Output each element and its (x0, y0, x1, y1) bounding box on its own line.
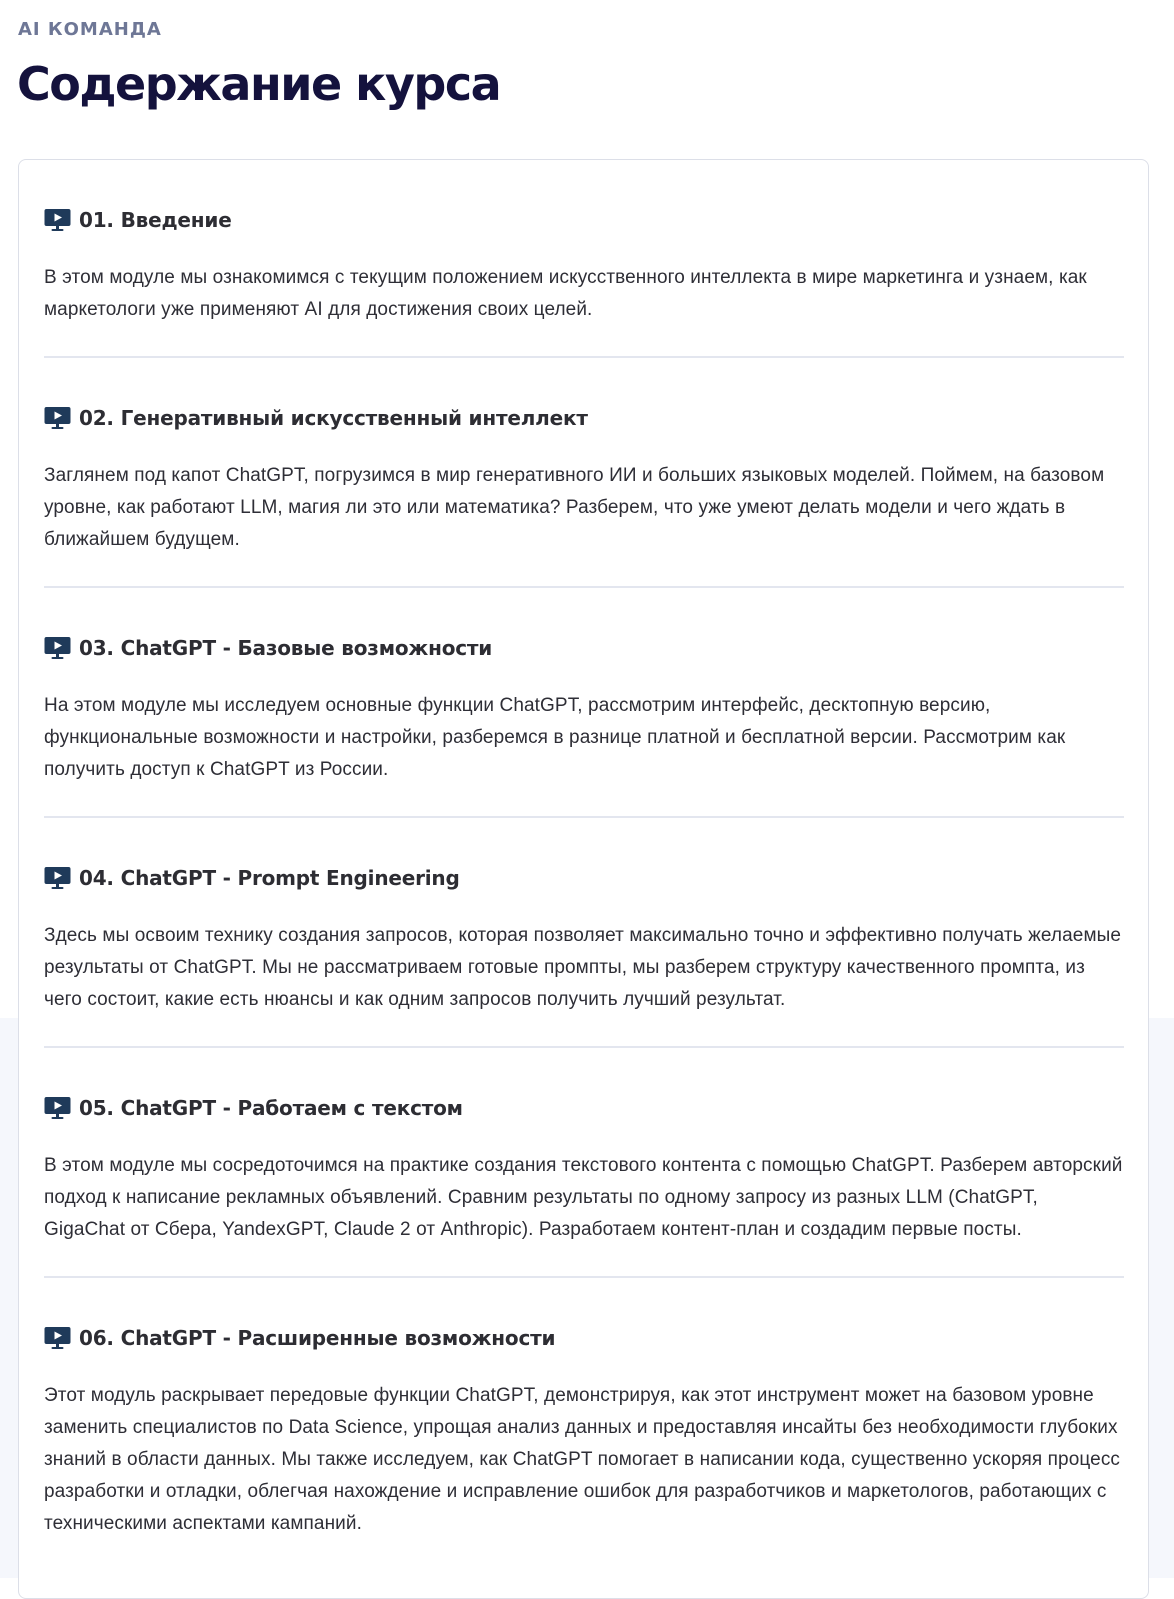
section-eyebrow: AI КОМАНДА (18, 19, 162, 40)
video-lesson-icon (44, 866, 71, 890)
module-item[interactable] (44, 588, 1124, 818)
module-description: В этом модуле мы сосредоточимся на практике создания текстового контента с помощью ChatGPT. Разберем авторский подход к написание рекламных объявлений. Сравним результаты по одному запросу из разных LLM (ChatGPT, GigaChat от Сбера, YandexGPT, Claude 2 от Anthropic). Разработаем контент-план и создадим первые посты. (44, 1155, 1123, 1240)
module-item[interactable] (44, 160, 1124, 358)
module-header[interactable] (44, 632, 1124, 664)
module-title: 01. Введение (79, 208, 232, 232)
module-description: Здесь мы освоим технику создания запросов, которая позволяет максимально точно и эффективно получать желаемые результаты от ChatGPT. Мы не рассматриваем готовые промпты, мы разберем структуру качественного промпта, из чего состоит, какие есть нюансы и как одним запросов получить лучший результат. (44, 925, 1122, 1010)
module-header[interactable] (44, 1092, 1124, 1124)
module-title: 02. Генеративный искусственный интеллект (79, 406, 588, 430)
module-description: Заглянем под капот ChatGPT, погрузимся в мир генеративного ИИ и больших языковых моделей. Поймем, на базовом уровне, как работают LLM, магия ли это или математика? Разберем, что уже умеют делать модели и чего ждать в ближайшем будущем. (44, 465, 1105, 550)
video-lesson-icon (44, 208, 71, 232)
course-contents-card (18, 159, 1149, 1599)
module-item[interactable] (44, 1278, 1124, 1570)
video-lesson-icon (44, 1096, 71, 1120)
module-title: 05. ChatGPT - Работаем с текстом (79, 1096, 463, 1120)
module-description: В этом модуле мы ознакомимся с текущим положением искусственного интеллекта в мире маркетинга и узнаем, как маркетологи уже применяют AI для достижения своих целей. (44, 267, 1087, 320)
module-description: Этот модуль раскрывает передовые функции ChatGPT, демонстрируя, как этот инструмент может на базовом уровне заменить специалистов по Data Science, упрощая анализ данных и предоставляя инсайты без необходимости глубоких знаний в области данных. Мы также исследуем, как ChatGPT помогает в написании кода, существенно ускоряя процесс разработки и отладки, облегчая нахождение и исправление ошибок для разработчиков и маркетологов, работающих с техническими аспектами кампаний. (44, 1385, 1121, 1534)
page-header (18, 16, 500, 112)
module-item[interactable] (44, 358, 1124, 588)
module-description: На этом модуле мы исследуем основные функции ChatGPT, рассмотрим интерфейс, десктопную версию, функциональные возможности и настройки, разберемся в разнице платной и бесплатной версии. Рассмотрим как получить доступ к ChatGPT из России. (44, 695, 1066, 780)
module-header[interactable] (44, 862, 1124, 894)
module-item[interactable] (44, 818, 1124, 1048)
video-lesson-icon (44, 406, 71, 430)
module-title: 06. ChatGPT - Расширенные возможности (79, 1326, 556, 1350)
page-title: Содержание курса (17, 57, 501, 111)
module-header[interactable] (44, 1322, 1124, 1354)
module-title: 03. ChatGPT - Базовые возможности (79, 636, 493, 660)
module-header[interactable] (44, 402, 1124, 434)
video-lesson-icon (44, 1326, 71, 1350)
video-lesson-icon (44, 636, 71, 660)
module-header[interactable] (44, 204, 1124, 236)
module-item[interactable] (44, 1048, 1124, 1278)
module-title: 04. ChatGPT - Prompt Engineering (79, 866, 460, 890)
